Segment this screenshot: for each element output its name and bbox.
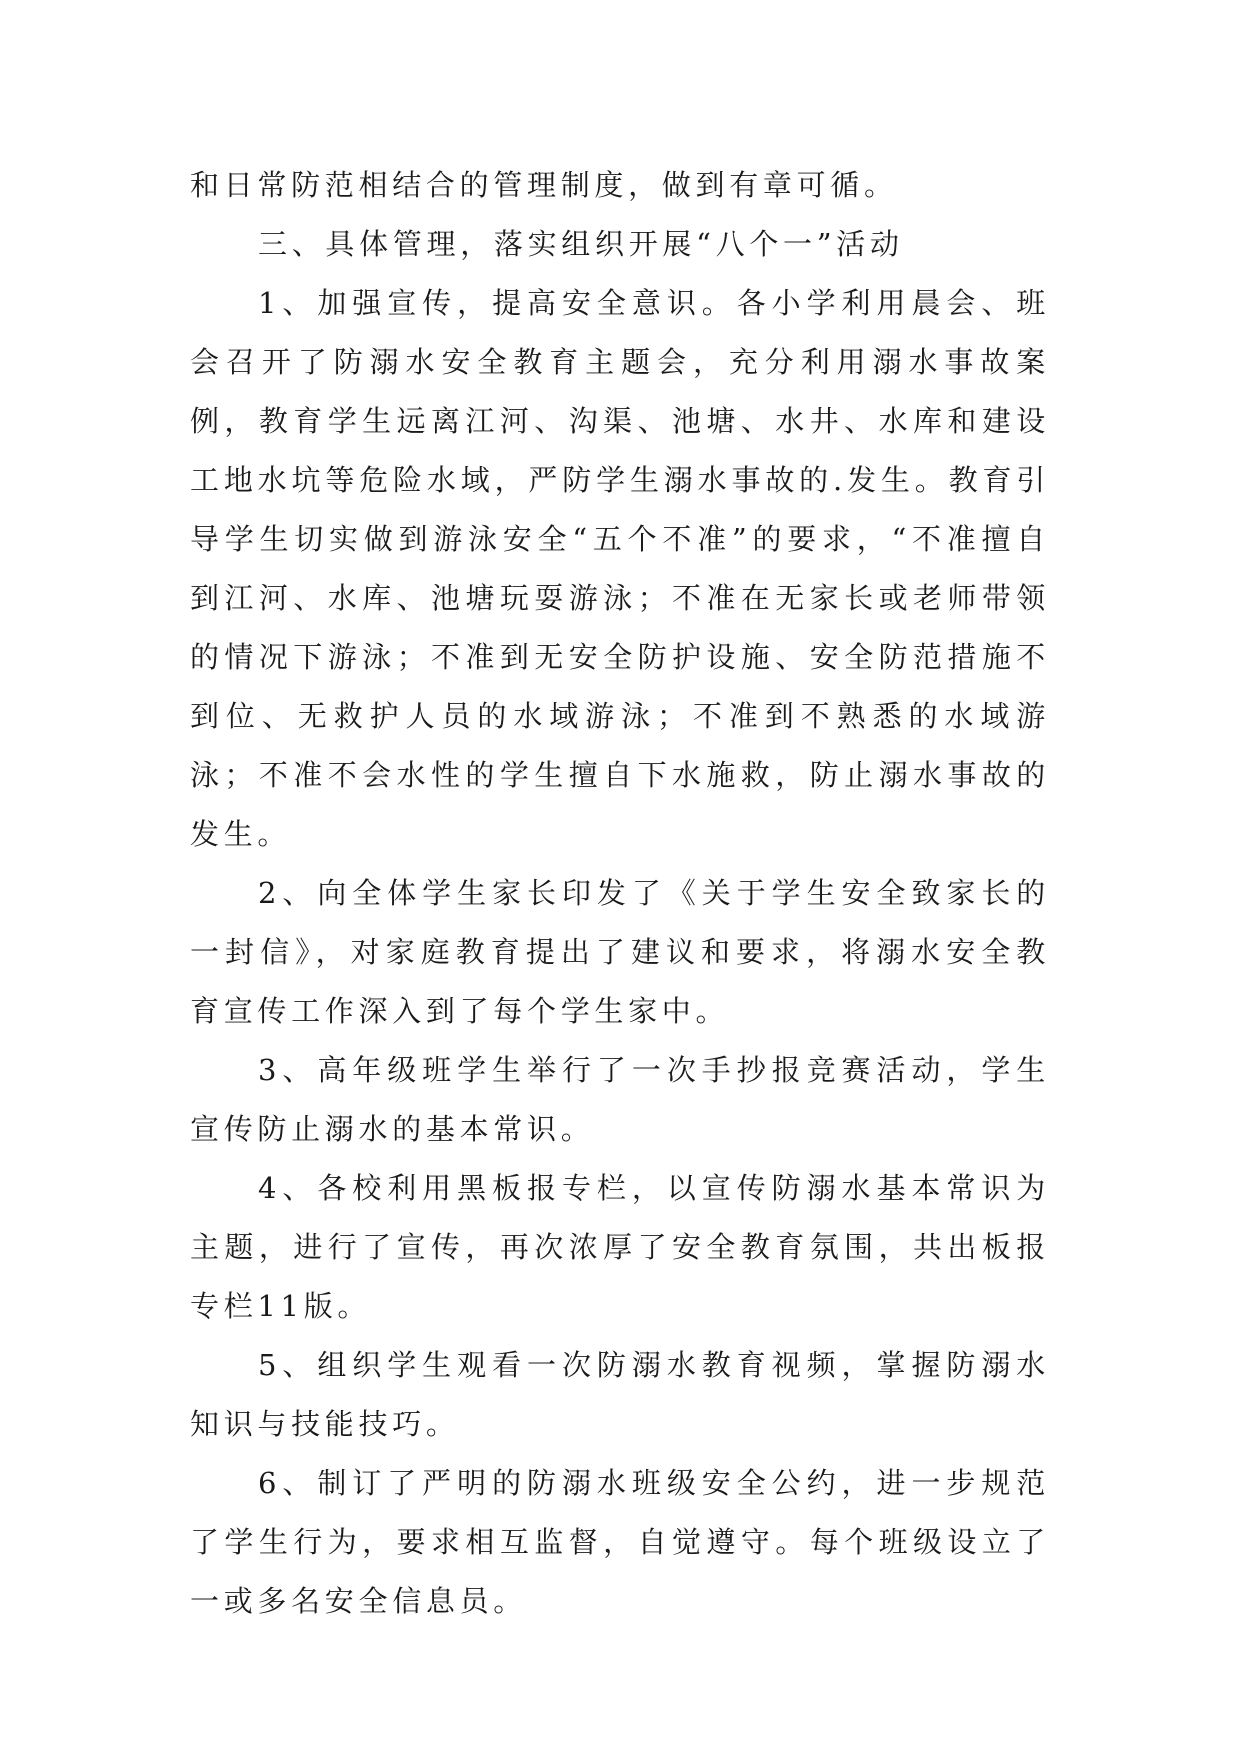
paragraph-item-6: 6、制订了严明的防溺水班级安全公约，进一步规范了学生行为，要求相互监督，自觉遵守。每个班级设立了一或多名安全信息员。 (190, 1466, 1050, 1618)
paragraph-item-5: 5、组织学生观看一次防溺水教育视频，掌握防溺水知识与技能技巧。 (190, 1348, 1050, 1441)
paragraph-item-2: 2、向全体学生家长印发了《关于学生安全致家长的一封信》，对家庭教育提出了建议和要求，将溺水安全教育宣传工作深入到了每个学生家中。 (190, 876, 1050, 1028)
section-heading-3: 三、具体管理，落实组织开展“八个一”活动 (258, 227, 904, 261)
paragraph-item-4: 4、各校利用黑板报专栏，以宣传防溺水基本常识为主题，进行了宣传，再次浓厚了安全教育氛围，共出板报专栏11版。 (190, 1171, 1050, 1323)
document-body (190, 156, 1050, 1631)
paragraph-continuation: 和日常防范相结合的管理制度，做到有章可循。 (190, 168, 898, 202)
paragraph-item-3: 3、高年级班学生举行了一次手抄报竞赛活动，学生宣传防止溺水的基本常识。 (190, 1053, 1050, 1146)
paragraph-item-1: 1、加强宣传，提高安全意识。各小学利用晨会、班会召开了防溺水安全教育主题会，充分利用溺水事故案例，教育学生远离江河、沟渠、池塘、水井、水库和建设工地水坑等危险水域，严防学生溺水事故的.发生。教育引导学生切实做到游泳安全“五个不准”的要求，“不准擅自到江河、水库、池塘玩耍游泳；不准在无家长或老师带领的情况下游泳；不准到无安全防护设施、安全防范措施不到位、无救护人员的水域游泳；不准到不熟悉的水域游泳；不准不会水性的学生擅自下水施救，防止溺水事故的发生。 (190, 286, 1050, 851)
